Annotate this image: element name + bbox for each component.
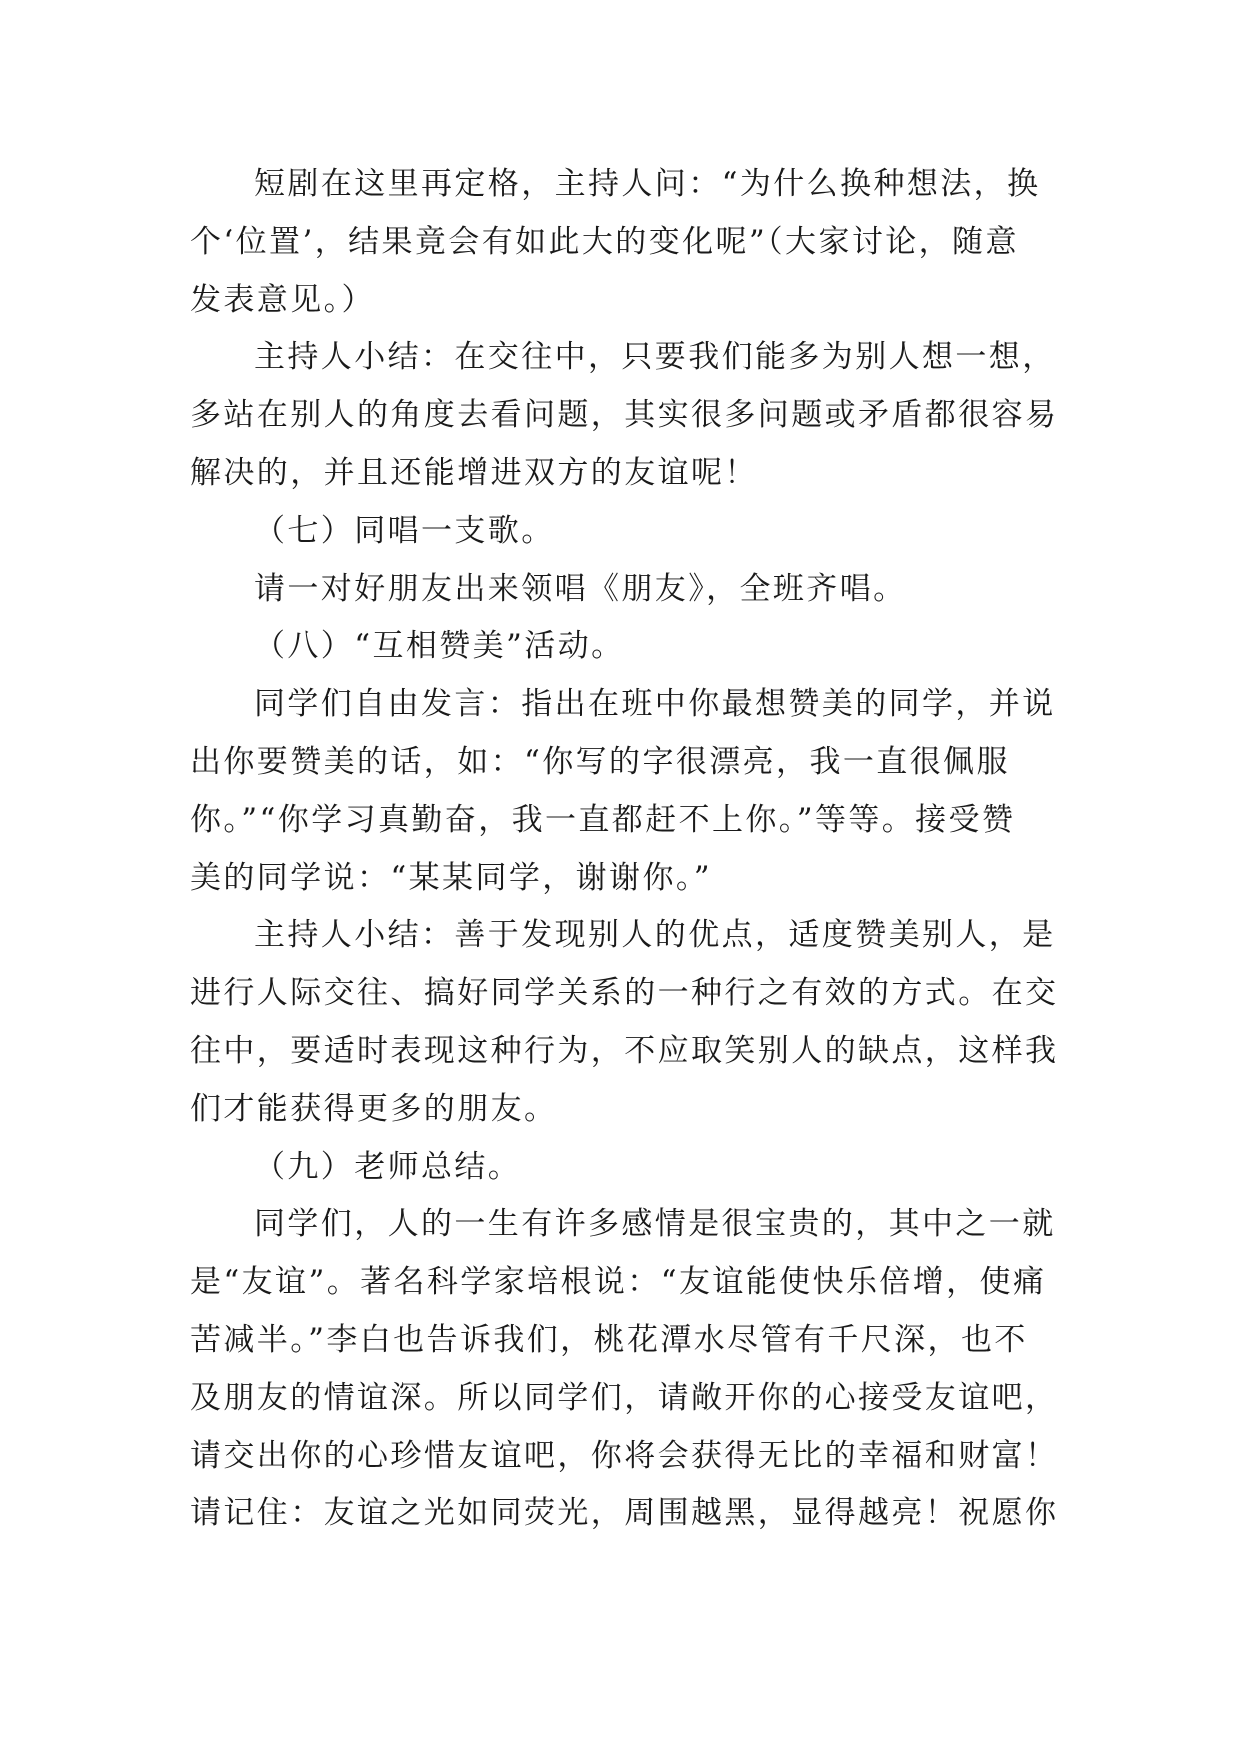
text-line: 请记住：友谊之光如同荧光，周围越黑，显得越亮！祝愿你: [190, 1495, 1059, 1532]
text-line: 你。”“你学习真勤奋，我一直都赶不上你。”等等。接受赞: [190, 801, 1016, 838]
document-body: [190, 156, 1059, 1543]
text-line: 同学们，人的一生有许多感情是很宝贵的，其中之一就: [254, 1206, 1056, 1243]
paragraph-teacher-summary: [190, 1196, 1059, 1543]
text-line: 短剧在这里再定格，主持人问：“为什么换种想法，换: [254, 166, 1041, 202]
section-heading-8: [190, 618, 1050, 676]
text-line: 个‘位置’，结果竟会有如此大的变化呢”（大家讨论，随意: [190, 223, 1019, 260]
heading-text: （八）“互相赞美”活动。: [254, 628, 625, 665]
text-line: 是“友谊”。著名科学家培根说：“友谊能使快乐倍增，使痛: [190, 1264, 1047, 1301]
text-line: 解决的，并且还能增进双方的友谊呢！: [190, 454, 758, 491]
text-line: 同学们自由发言：指出在班中你最想赞美的同学，并说: [254, 686, 1056, 723]
paragraph-host-summary-2: [190, 907, 1059, 1138]
text-line: 及朋友的情谊深。所以同学们，请敞开你的心接受友谊吧，: [190, 1379, 1059, 1416]
text-line: 进行人际交往、搞好同学关系的一种行之有效的方式。在交: [190, 975, 1059, 1012]
paragraph-free-speech: [190, 676, 1056, 907]
text-line: 请交出你的心珍惜友谊吧，你将会获得无比的幸福和财富！: [190, 1437, 1059, 1474]
text-line: 们才能获得更多的朋友。: [190, 1090, 558, 1127]
text-line: 出你要赞美的话，如：“你写的字很漂亮，我一直很佩服: [190, 743, 1010, 780]
heading-text: （七）同唱一支歌。: [254, 512, 555, 549]
text-line: 请一对好朋友出来领唱《朋友》，全班齐唱。: [254, 570, 907, 607]
paragraph-skit-pause: [190, 156, 1050, 329]
text-line: 苦减半。”李白也告诉我们，桃花潭水尽管有千尺深，也不: [190, 1321, 1028, 1358]
section-heading-7: [190, 503, 1050, 561]
text-line: 多站在别人的角度去看问题，其实很多问题或矛盾都很容易: [190, 397, 1059, 434]
text-line: 发表意见。）: [190, 281, 375, 318]
text-line: 主持人小结：善于发现别人的优点，适度赞美别人，是: [254, 917, 1056, 954]
paragraph-sing-song: [190, 561, 1050, 619]
section-heading-9: [190, 1139, 1050, 1197]
text-line: 主持人小结：在交往中，只要我们能多为别人想一想，: [254, 339, 1056, 376]
paragraph-host-summary-1: [190, 329, 1059, 502]
heading-text: （九）老师总结。: [254, 1148, 522, 1185]
text-line: 往中，要适时表现这种行为，不应取笑别人的缺点，这样我: [190, 1032, 1059, 1069]
text-line: 美的同学说：“某某同学，谢谢你。”: [190, 859, 712, 896]
